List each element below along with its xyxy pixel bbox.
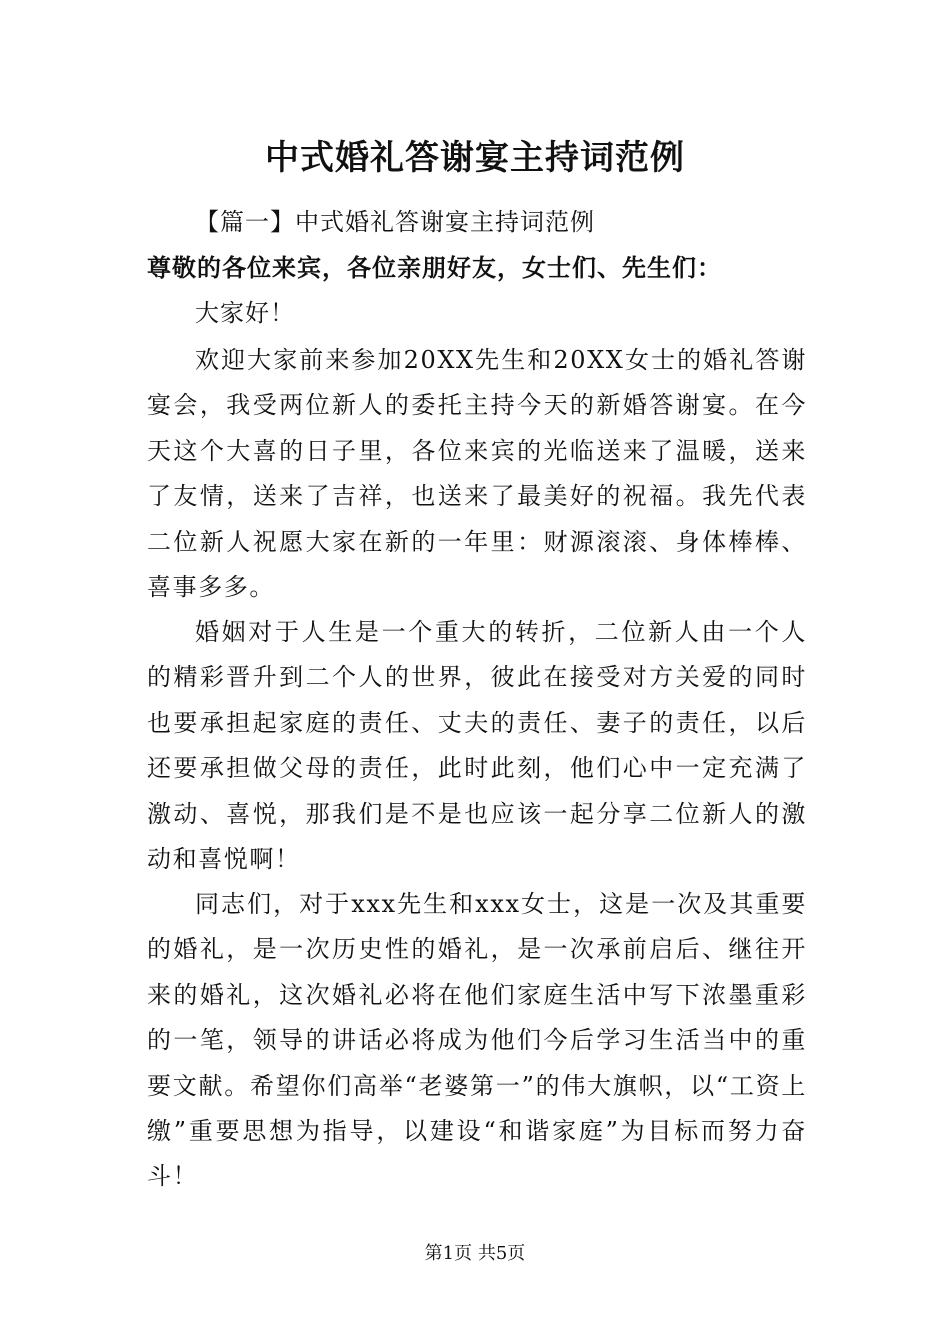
salutation: 尊敬的各位来宾，各位亲朋好友，女士们、先生们： [147, 253, 722, 282]
greeting: 大家好！ [195, 299, 295, 327]
paragraph-marriage: 婚姻对于人生是一个重大的转折，二位新人由一个人的精彩晋升到二个人的世界，彼此在接受对方关爱的同时也要承担起家庭的责任、丈夫的责任、妻子的责任，以后还要承担做父母的责任，此时此刻，他们心中一定充满了激动、喜悦，那我们是不是也应该一起分享二位新人的激动和喜悦啊！ [147, 618, 807, 874]
paragraph-welcome: 欢迎大家前来参加20XX先生和20XX女士的婚礼答谢宴会，我受两位新人的委托主持今天的新婚答谢宴。在今天这个大喜的日子里，各位来宾的光临送来了温暖，送来了友情，送来了吉祥，也送来了最美好的祝福。我先代表二位新人祝愿大家在新的一年里：财源滚滚、身体棒棒、喜事多多。 [147, 346, 807, 602]
document-title: 中式婚礼答谢宴主持词范例 [265, 138, 685, 178]
page-indicator: 第1页 共5页 [424, 1243, 526, 1264]
section-heading: 【篇一】中式婚礼答谢宴主持词范例 [195, 208, 595, 236]
paragraph-comrades: 同志们，对于xxx先生和xxx女士，这是一次及其重要的婚礼，是一次历史性的婚礼，是一次承前启后、继往开来的婚礼，这次婚礼必将在他们家庭生活中写下浓墨重彩的一笔，领导的讲话必将成为他们今后学习生活当中的重要文献。希望你们高举“老婆第一”的伟大旗帜，以“工资上缴”重要思想为指导，以建设“和谐家庭”为目标而努力奋斗！ [147, 890, 807, 1191]
